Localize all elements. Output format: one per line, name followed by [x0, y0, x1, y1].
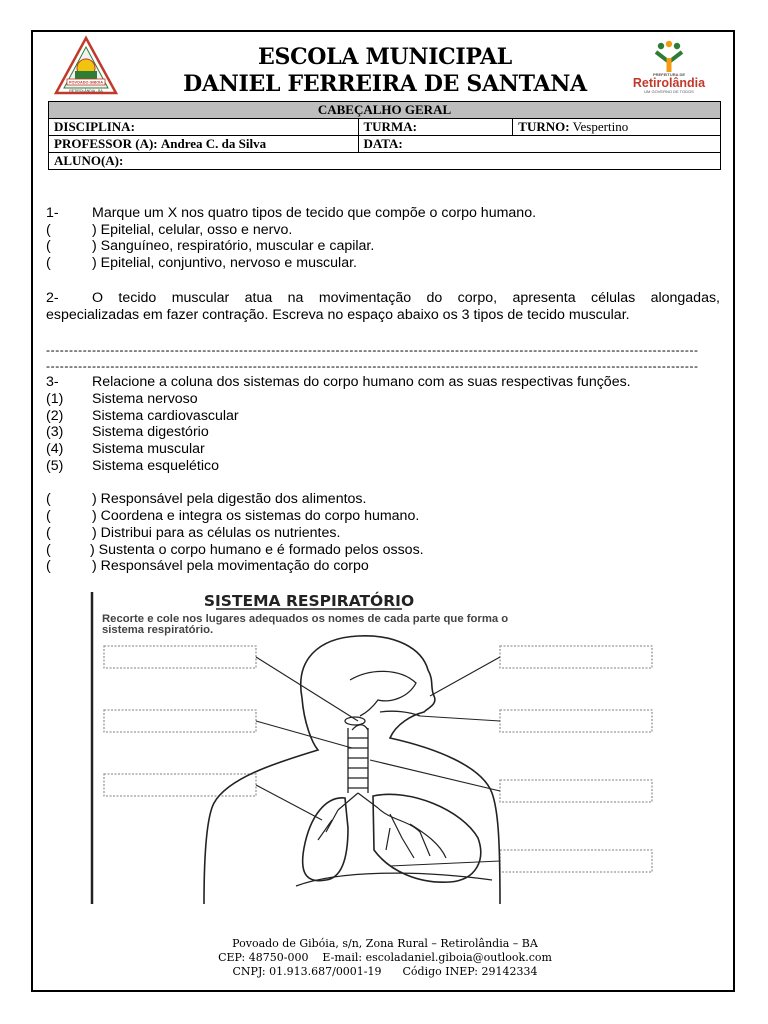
answer-box[interactable]: (	[46, 524, 51, 541]
logo-left-text: POVOADO GIBOIA	[69, 80, 103, 85]
school-logo	[53, 35, 119, 97]
school-title-line2: DANIEL FERREIRA DE SANTANA	[183, 71, 587, 97]
function-text: ) Coordena e integra os sistemas do corpo humano.	[92, 508, 420, 525]
footer-registration: CNPJ: 01.913.687/0001-19 Código INEP: 29142334	[232, 965, 538, 978]
logo-right-name: Retirolândia	[632, 76, 706, 90]
diagram-instruction-2: sistema respiratório.	[102, 624, 214, 636]
q3-text: Relacione a coluna dos sistemas do corpo humano com as suas respectivas funções.	[92, 374, 631, 391]
function-text: ) Sustenta o corpo humano e é formado pelos ossos.	[90, 541, 424, 558]
logo-right-sub: UM GOVERNO DE TODOS	[644, 89, 694, 94]
function-text: ) Responsável pela digestão dos alimentos.	[92, 491, 367, 508]
q1-option[interactable]	[46, 255, 720, 272]
respiratory-diagram	[90, 588, 678, 904]
system-name: Sistema digestório	[92, 424, 209, 441]
q1-option[interactable]	[46, 238, 720, 255]
school-title-line1: ESCOLA MUNICIPAL	[258, 44, 512, 70]
q3-number: 3-	[46, 374, 59, 391]
answer-box[interactable]: (	[46, 221, 51, 238]
turma-field[interactable]	[358, 119, 513, 136]
answer-box[interactable]: (	[46, 541, 51, 558]
function-item[interactable]	[46, 525, 720, 542]
q2-text-line2: especializadas em fazer contração. Escreva no espaço abaixo os 3 tipos de tecido muscular.	[46, 306, 630, 323]
turno-field[interactable]	[513, 119, 721, 136]
system-name: Sistema cardiovascular	[92, 407, 239, 424]
footer-address: Povoado de Gibóia, s/n, Zona Rural – Retirolândia – BA	[232, 937, 538, 950]
function-item[interactable]	[46, 542, 720, 559]
answer-box[interactable]: (	[46, 255, 51, 272]
city-logo	[626, 40, 712, 96]
system-item	[46, 391, 720, 408]
q1-text: Marque um X nos quatro tipos de tecido que compõe o corpo humano.	[92, 205, 537, 221]
function-item[interactable]	[46, 558, 720, 575]
disciplina-field[interactable]	[49, 119, 359, 136]
logo-left-subtext: RETIROLÂNDIA - BA	[69, 89, 103, 93]
disciplina-label: DISCIPLINA:	[54, 119, 135, 134]
professor-label: PROFESSOR (A):	[54, 136, 158, 151]
data-field[interactable]	[358, 136, 721, 153]
system-name: Sistema nervoso	[92, 390, 198, 407]
q1-option-text: ) Epitelial, celular, osso e nervo.	[92, 221, 293, 238]
q1-option-text: ) Sanguíneo, respiratório, muscular e capilar.	[92, 238, 375, 255]
q2-text-line1: O tecido muscular atua na movimentação do corpo, apresenta células alongadas,	[92, 289, 720, 306]
professor-field[interactable]	[49, 136, 359, 153]
answer-box[interactable]: (	[46, 491, 51, 508]
footer-contact: CEP: 48750-000 E-mail: escoladaniel.giboia@outlook.com	[218, 951, 552, 964]
answer-line[interactable]: ----------------------------------------------------------------------------------------------------------------------------------------------	[46, 343, 699, 358]
turno-value: Vespertino	[572, 119, 629, 134]
footer	[150, 937, 620, 979]
system-name: Sistema esquelético	[92, 457, 219, 474]
system-name: Sistema muscular	[92, 441, 205, 458]
system-item	[46, 408, 720, 425]
q1-option[interactable]	[46, 222, 720, 239]
professor-value: Andrea C. da Silva	[160, 136, 267, 151]
q2-statement-line1	[46, 290, 720, 307]
system-number: (3)	[46, 424, 64, 441]
q1-number: 1-	[46, 205, 59, 221]
system-number: (2)	[46, 407, 64, 424]
system-number: (1)	[46, 390, 64, 407]
q3-statement	[46, 374, 720, 391]
turma-label: TURMA:	[363, 119, 417, 134]
system-number: (5)	[46, 457, 64, 474]
system-item	[46, 424, 720, 441]
function-item[interactable]	[46, 508, 720, 525]
school-title	[150, 44, 620, 98]
header-table	[48, 101, 721, 170]
header-band: CABEÇALHO GERAL	[49, 102, 721, 119]
system-item	[46, 458, 720, 475]
data-label: DATA:	[363, 136, 403, 151]
diagram-title: SISTEMA RESPIRATÓRIO	[203, 592, 415, 610]
logo-right-top: PREFEITURA DE	[652, 72, 686, 77]
q1-statement	[46, 205, 720, 222]
aluno-field[interactable]	[49, 153, 721, 170]
answer-box[interactable]: (	[46, 558, 51, 575]
diagram-instruction-1: Recorte e cole nos lugares adequados os nomes de cada parte que forma o	[102, 613, 509, 625]
function-text: ) Responsável pela movimentação do corpo	[92, 558, 369, 575]
turno-label: TURNO:	[518, 119, 570, 134]
function-item[interactable]	[46, 491, 720, 508]
q1-option-text: ) Epitelial, conjuntivo, nervoso e muscular.	[92, 255, 357, 272]
questions	[46, 205, 720, 575]
system-number: (4)	[46, 441, 64, 458]
q2-number: 2-	[46, 289, 59, 306]
function-text: ) Distribui para as células os nutrientes.	[92, 524, 341, 541]
answer-box[interactable]: (	[46, 508, 51, 525]
aluno-label: ALUNO(A):	[54, 153, 124, 168]
system-item	[46, 441, 720, 458]
answer-box[interactable]: (	[46, 238, 51, 255]
answer-line[interactable]: ----------------------------------------------------------------------------------------------------------------------------------------------	[46, 359, 699, 374]
